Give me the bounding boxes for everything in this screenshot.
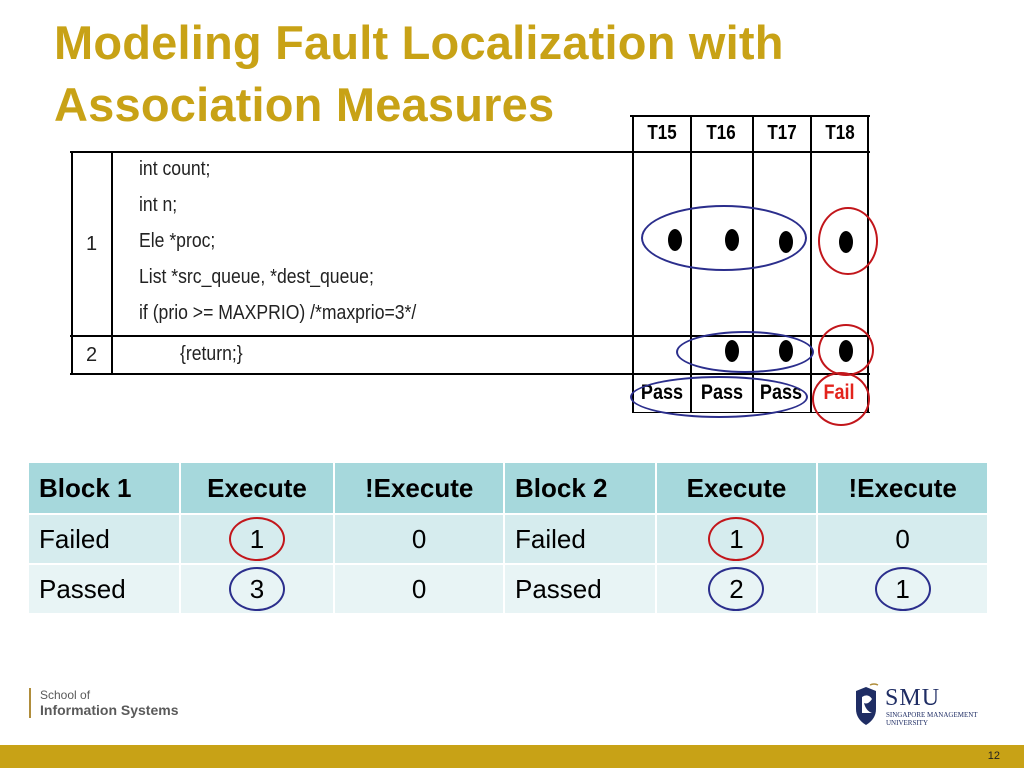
- table-cell: 0: [334, 564, 504, 614]
- column-header: Block 1: [28, 462, 180, 514]
- logo-subtitle: SINGAPORE MANAGEMENT UNIVERSITY: [886, 711, 978, 727]
- column-header: Execute: [180, 462, 335, 514]
- table-row: [28, 514, 988, 564]
- table-header-row: [28, 462, 988, 514]
- code-line: if (prio >= MAXPRIO) /*maxprio=3*/: [139, 302, 417, 324]
- column-header: !Execute: [817, 462, 988, 514]
- logo-text: SMU: [885, 685, 941, 711]
- circled-value: 2: [708, 567, 764, 611]
- column-header: Block 2: [504, 462, 656, 514]
- passing-tests-block1-ring: [641, 205, 807, 271]
- test-header: T15: [647, 122, 677, 144]
- block-number: 1: [86, 233, 98, 255]
- test-result: Pass: [640, 381, 684, 404]
- matrix-line: [111, 151, 113, 375]
- row-label: Passed: [28, 564, 180, 614]
- test-header: T18: [825, 122, 855, 144]
- matrix-line: [70, 373, 870, 375]
- code-line: int count;: [139, 158, 211, 180]
- passing-results-ring: [630, 376, 808, 418]
- footer-bar: [0, 745, 1024, 768]
- passing-tests-block2-ring: [676, 331, 814, 373]
- matrix-line: [632, 115, 634, 413]
- table-row: [28, 564, 988, 614]
- matrix-line: [630, 115, 870, 117]
- row-label: Passed: [504, 564, 656, 614]
- test-result: Pass: [700, 381, 744, 404]
- column-header: !Execute: [334, 462, 504, 514]
- circled-value: 1: [875, 567, 931, 611]
- circled-value: 3: [229, 567, 285, 611]
- code-line: List *src_queue, *dest_queue;: [139, 266, 374, 288]
- contingency-table: [27, 461, 989, 615]
- code-line: Ele *proc;: [139, 230, 216, 252]
- table-cell: [180, 514, 335, 564]
- school-line-2: Information Systems: [40, 702, 179, 718]
- matrix-line: [71, 151, 73, 375]
- code-line: {return;}: [180, 343, 243, 365]
- table-cell: [656, 564, 818, 614]
- test-result-fail: Fail: [823, 381, 855, 404]
- circled-value: 1: [708, 517, 764, 561]
- school-label: [29, 688, 178, 718]
- row-label: Failed: [28, 514, 180, 564]
- test-header: T17: [767, 122, 797, 144]
- code-line: int n;: [139, 194, 178, 216]
- failing-test-block2-ring: [818, 324, 874, 376]
- school-line-1: School of: [40, 688, 91, 702]
- table-cell: [180, 564, 335, 614]
- row-label: Failed: [504, 514, 656, 564]
- table-cell: 0: [817, 514, 988, 564]
- circled-value: 1: [229, 517, 285, 561]
- smu-logo: [852, 683, 982, 729]
- table-cell: 0: [334, 514, 504, 564]
- test-result: Pass: [759, 381, 803, 404]
- block-number: 2: [86, 344, 98, 366]
- failing-result-ring: [812, 372, 870, 426]
- page-number: 12: [987, 750, 1000, 762]
- title-line-1: Modeling Fault Localization with: [54, 16, 784, 69]
- title-line-2: Association Measures: [54, 78, 555, 131]
- table-cell: [817, 564, 988, 614]
- lion-crest-icon: [852, 683, 882, 727]
- matrix-line: [810, 115, 812, 413]
- failing-test-block1-ring: [818, 207, 878, 275]
- matrix-line: [70, 151, 870, 153]
- column-header: Execute: [656, 462, 818, 514]
- table-cell: [656, 514, 818, 564]
- test-header: T16: [706, 122, 736, 144]
